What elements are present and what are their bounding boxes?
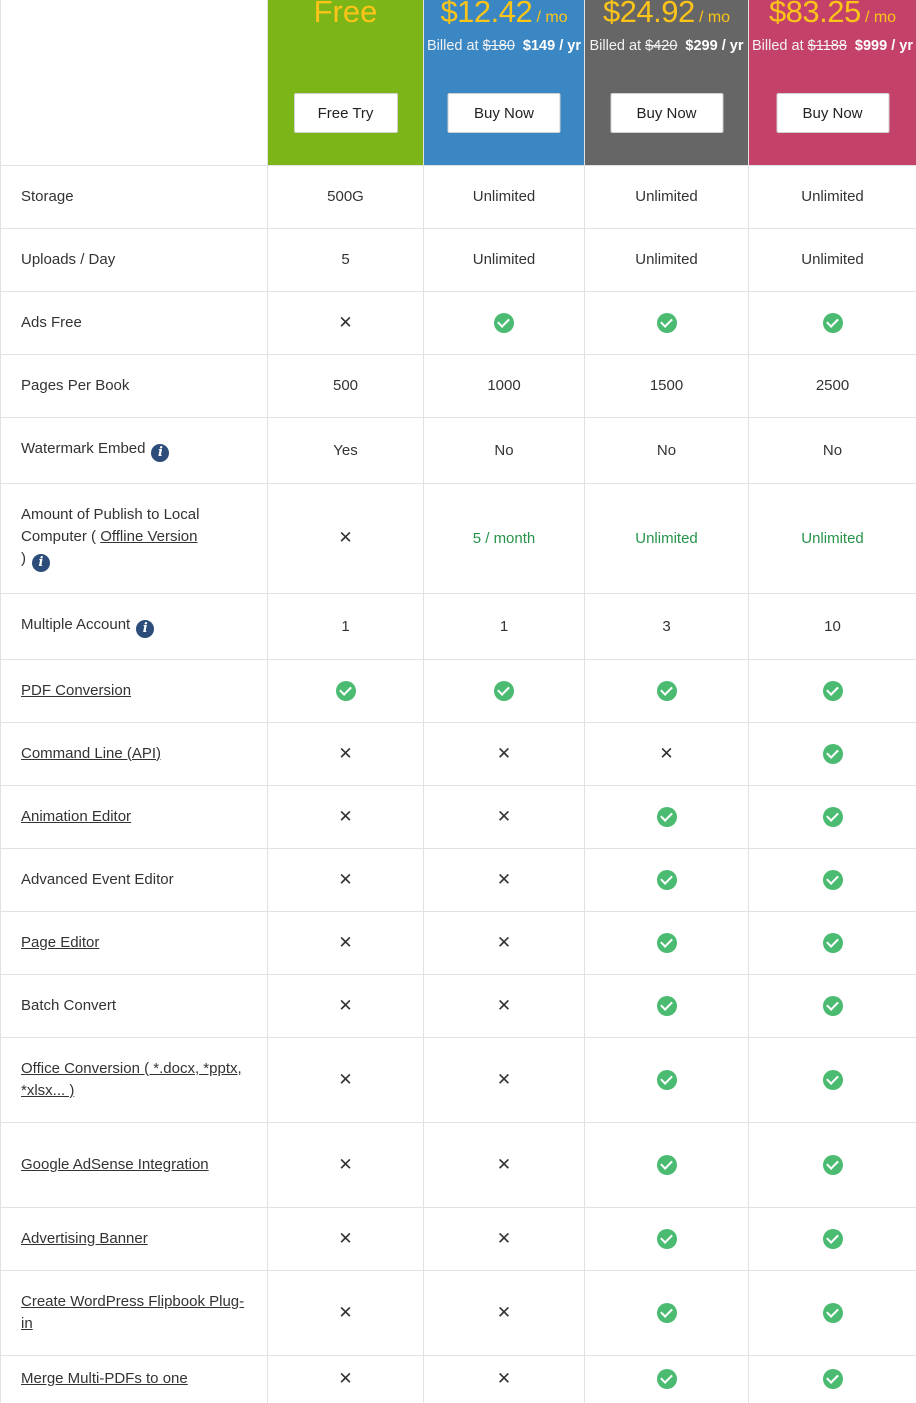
free-try-button[interactable]: Free Try — [294, 93, 398, 133]
feature-link-command-line-api[interactable]: Command Line (API) — [21, 744, 162, 762]
cross-icon: ✕ — [496, 869, 512, 889]
check-circle-icon — [657, 1155, 677, 1175]
plan-ent-price: $83.25 / mo — [768, 0, 897, 29]
value-cell-biz — [585, 165, 749, 228]
table-row — [1, 722, 916, 785]
check-circle-icon — [657, 1303, 677, 1323]
value-cell-biz — [585, 1122, 749, 1207]
value-cell-free — [268, 1270, 424, 1355]
plan-free-header — [268, 0, 424, 165]
header-empty-cell — [1, 0, 268, 165]
value-cell-pro — [424, 483, 585, 593]
value-text: 5 / month — [472, 529, 536, 547]
cross-icon: ✕ — [338, 312, 353, 332]
plan-biz-header — [585, 0, 749, 165]
check-circle-icon — [494, 681, 514, 701]
value-cell-biz — [585, 974, 749, 1037]
feature-label-cell — [1, 354, 268, 417]
check-circle-icon — [657, 933, 677, 953]
cross-icon: ✕ — [338, 806, 353, 826]
value-cell-biz — [585, 659, 749, 722]
value-cell-biz — [585, 354, 749, 417]
value-text: No — [494, 441, 514, 459]
table-row — [1, 165, 916, 228]
cross-icon: ✕ — [338, 1154, 353, 1174]
value-cell-ent — [749, 722, 916, 785]
feature-label-ads-free: Ads Free — [21, 313, 82, 331]
info-icon[interactable]: i — [32, 554, 50, 572]
table-row — [1, 848, 916, 911]
feature-link-pdf-conversion[interactable]: PDF Conversion — [21, 681, 132, 699]
value-cell-pro — [424, 722, 585, 785]
check-circle-icon — [823, 1070, 843, 1090]
feature-label-cell — [1, 659, 268, 722]
value-cell-ent — [749, 659, 916, 722]
value-cell-ent — [749, 1270, 916, 1355]
cross-icon: ✕ — [496, 1228, 512, 1248]
value-cell-free — [268, 165, 424, 228]
value-cell-free — [268, 1037, 424, 1122]
feature-link-create-wordpress-flipbook-plug-in[interactable]: Create WordPress Flipbook Plug-in — [21, 1292, 245, 1332]
cross-icon: ✕ — [338, 995, 353, 1015]
value-cell-pro — [424, 228, 585, 291]
value-text: 500 — [332, 377, 359, 394]
value-cell-free — [268, 722, 424, 785]
info-icon[interactable]: i — [136, 620, 154, 638]
check-circle-icon — [823, 313, 843, 333]
feature-label-cell — [1, 291, 268, 354]
value-cell-pro — [424, 911, 585, 974]
value-cell-biz — [585, 848, 749, 911]
feature-link-office-conversion-docx-pptx-xlsx[interactable]: Office Conversion ( *.docx, *pptx, *xlsx... ) — [21, 1059, 242, 1099]
value-text: Unlimited — [635, 188, 698, 205]
value-text: Unlimited — [801, 529, 864, 547]
cross-icon: ✕ — [496, 743, 512, 763]
table-row — [1, 1122, 916, 1207]
table-row — [1, 911, 916, 974]
feature-label-cell — [1, 165, 268, 228]
value-cell-biz — [585, 722, 749, 785]
check-circle-icon — [823, 870, 843, 890]
value-cell-biz — [585, 1355, 749, 1403]
check-circle-icon — [657, 1229, 677, 1249]
feature-label-cell — [1, 417, 268, 483]
feature-label-cell — [1, 483, 268, 593]
plan-pro-header — [424, 0, 585, 165]
value-cell-biz — [585, 911, 749, 974]
feature-label-cell — [1, 1207, 268, 1270]
check-circle-icon — [657, 681, 677, 701]
value-text: 3 — [662, 617, 671, 635]
value-text: 10 — [824, 617, 841, 635]
value-cell-pro — [424, 785, 585, 848]
value-cell-ent — [749, 417, 916, 483]
value-text: 5 — [341, 251, 350, 268]
check-circle-icon — [657, 870, 677, 890]
value-cell-biz — [585, 417, 749, 483]
table-row — [1, 1037, 916, 1122]
buy-now-button-pro[interactable]: Buy Now — [448, 93, 561, 133]
feature-label-cell — [1, 911, 268, 974]
value-cell-ent — [749, 911, 916, 974]
table-row — [1, 228, 916, 291]
value-cell-free — [268, 354, 424, 417]
value-text: Unlimited — [472, 251, 536, 268]
value-cell-ent — [749, 483, 916, 593]
value-cell-biz — [585, 483, 749, 593]
value-cell-biz — [585, 1207, 749, 1270]
buy-now-button-biz[interactable]: Buy Now — [610, 93, 723, 133]
value-text: Unlimited — [635, 251, 698, 268]
cross-icon: ✕ — [338, 1369, 353, 1388]
check-circle-icon — [657, 1369, 677, 1389]
value-cell-free — [268, 1355, 424, 1403]
value-cell-biz — [585, 785, 749, 848]
check-circle-icon — [823, 1229, 843, 1249]
value-cell-biz — [585, 291, 749, 354]
feature-label: Amount of Publish to Local Computer ( — [21, 506, 200, 545]
check-circle-icon — [657, 313, 677, 333]
check-circle-icon — [657, 996, 677, 1016]
feature-label-cell — [1, 1122, 268, 1207]
plan-header-row — [1, 0, 916, 165]
feature-label-cell — [1, 722, 268, 785]
check-circle-icon — [494, 313, 514, 333]
value-cell-ent — [749, 974, 916, 1037]
buy-now-button-ent[interactable]: Buy Now — [776, 93, 889, 133]
value-cell-pro — [424, 1355, 585, 1403]
offline-version-link[interactable]: Offline Version — [100, 528, 198, 545]
feature-label-suffix: ) — [21, 550, 26, 567]
value-cell-free — [268, 785, 424, 848]
value-cell-ent — [749, 228, 916, 291]
value-cell-biz — [585, 228, 749, 291]
value-text: 1000 — [487, 377, 521, 394]
feature-label-cell — [1, 1270, 268, 1355]
table-row — [1, 593, 916, 659]
value-cell-ent — [749, 1355, 916, 1403]
feature-label-uploads-day: Uploads / Day — [21, 250, 116, 268]
value-cell-pro — [424, 848, 585, 911]
value-cell-pro — [424, 974, 585, 1037]
cross-icon: ✕ — [496, 995, 512, 1015]
value-cell-free — [268, 848, 424, 911]
feature-label-watermark-embed: Watermark Embed — [21, 440, 146, 457]
value-cell-pro — [424, 1122, 585, 1207]
cross-icon: ✕ — [496, 1154, 512, 1174]
value-cell-pro — [424, 354, 585, 417]
value-cell-ent — [749, 1037, 916, 1122]
cross-icon: ✕ — [338, 1069, 353, 1089]
plan-ent-billed: Billed at $1188 $999 / yr — [752, 38, 913, 54]
feature-link-page-editor[interactable]: Page Editor — [21, 933, 100, 951]
value-cell-free — [268, 417, 424, 483]
feature-label-advanced-event-editor: Advanced Event Editor — [21, 870, 174, 888]
value-text: 1 — [341, 617, 350, 635]
value-cell-free — [268, 291, 424, 354]
value-cell-ent — [749, 1207, 916, 1270]
cross-icon: ✕ — [496, 932, 512, 952]
check-circle-icon — [336, 681, 356, 701]
plan-biz-price: $24.92 / mo — [602, 0, 731, 29]
check-circle-icon — [823, 744, 843, 764]
value-text: 1 — [499, 617, 509, 635]
feature-label-cell — [1, 1355, 268, 1403]
plan-ent-header — [749, 0, 916, 165]
cross-icon: ✕ — [496, 1369, 512, 1388]
value-text: Unlimited — [801, 251, 864, 268]
feature-label-cell — [1, 1037, 268, 1122]
check-circle-icon — [657, 807, 677, 827]
value-cell-pro — [424, 1037, 585, 1122]
value-cell-pro — [424, 165, 585, 228]
table-row — [1, 483, 916, 593]
value-cell-ent — [749, 848, 916, 911]
table-row — [1, 1270, 916, 1355]
feature-label-cell — [1, 785, 268, 848]
value-cell-ent — [749, 354, 916, 417]
feature-label-cell — [1, 974, 268, 1037]
table-row — [1, 1207, 916, 1270]
feature-link-merge-multi-pdfs-to-one[interactable]: Merge Multi-PDFs to one — [21, 1370, 188, 1387]
check-circle-icon — [823, 807, 843, 827]
table-row — [1, 354, 916, 417]
feature-label-cell — [1, 593, 268, 659]
value-cell-pro — [424, 593, 585, 659]
feature-link-advertising-banner[interactable]: Advertising Banner — [21, 1229, 148, 1247]
value-cell-pro — [424, 1270, 585, 1355]
value-cell-free — [268, 483, 424, 593]
cross-icon: ✕ — [338, 528, 353, 547]
cross-icon: ✕ — [338, 932, 353, 952]
value-cell-biz — [585, 1270, 749, 1355]
cross-icon: ✕ — [338, 1228, 353, 1248]
value-cell-free — [268, 974, 424, 1037]
feature-label-storage: Storage — [21, 187, 74, 205]
value-text: No — [822, 441, 843, 459]
value-text: Yes — [333, 441, 358, 459]
cross-icon: ✕ — [338, 869, 353, 889]
feature-link-google-adsense-integration[interactable]: Google AdSense Integration — [21, 1155, 209, 1173]
value-cell-ent — [749, 593, 916, 659]
table-row — [1, 785, 916, 848]
value-cell-free — [268, 911, 424, 974]
value-cell-ent — [749, 785, 916, 848]
check-circle-icon — [823, 1369, 843, 1389]
info-icon[interactable]: i — [151, 444, 169, 462]
check-circle-icon — [657, 1070, 677, 1090]
value-text: 500G — [327, 188, 364, 205]
value-text: Unlimited — [801, 188, 864, 205]
table-row — [1, 417, 916, 483]
value-text: 2500 — [815, 377, 850, 394]
check-circle-icon — [823, 1303, 843, 1323]
feature-link-animation-editor[interactable]: Animation Editor — [21, 807, 132, 825]
value-cell-biz — [585, 593, 749, 659]
value-cell-free — [268, 1122, 424, 1207]
feature-label-cell — [1, 228, 268, 291]
plan-biz-billed: Billed at $420 $299 / yr — [589, 38, 744, 54]
plan-pro-price: $12.42 / mo — [440, 0, 568, 29]
value-cell-free — [268, 1207, 424, 1270]
value-text: No — [656, 441, 677, 459]
value-cell-free — [268, 659, 424, 722]
check-circle-icon — [823, 996, 843, 1016]
table-row — [1, 974, 916, 1037]
feature-label-cell — [1, 848, 268, 911]
cross-icon: ✕ — [496, 1302, 512, 1322]
value-cell-pro — [424, 1207, 585, 1270]
table-row — [1, 291, 916, 354]
cross-icon: ✕ — [338, 743, 353, 763]
feature-label-batch-convert: Batch Convert — [21, 996, 117, 1014]
value-cell-free — [268, 593, 424, 659]
value-cell-ent — [749, 165, 916, 228]
feature-label-pages-per-book: Pages Per Book — [21, 376, 130, 394]
feature-label-multiple-account: Multiple Account — [21, 616, 131, 633]
feature-rows — [1, 165, 916, 1403]
value-text: Unlimited — [635, 529, 698, 547]
value-cell-ent — [749, 291, 916, 354]
value-cell-pro — [424, 659, 585, 722]
value-cell-ent — [749, 1122, 916, 1207]
value-text: Unlimited — [472, 188, 536, 205]
check-circle-icon — [823, 933, 843, 953]
cross-icon: ✕ — [659, 743, 674, 763]
value-cell-pro — [424, 417, 585, 483]
cross-icon: ✕ — [496, 1069, 512, 1089]
table-row — [1, 1355, 916, 1403]
plan-pro-billed: Billed at $180 $149 / yr — [427, 38, 581, 54]
cross-icon: ✕ — [338, 1302, 353, 1322]
value-text: 1500 — [649, 377, 684, 394]
plan-free-title: Free — [313, 0, 378, 29]
value-cell-biz — [585, 1037, 749, 1122]
check-circle-icon — [823, 1155, 843, 1175]
cross-icon: ✕ — [496, 806, 512, 826]
value-cell-pro — [424, 291, 585, 354]
table-row — [1, 659, 916, 722]
value-cell-free — [268, 228, 424, 291]
check-circle-icon — [823, 681, 843, 701]
